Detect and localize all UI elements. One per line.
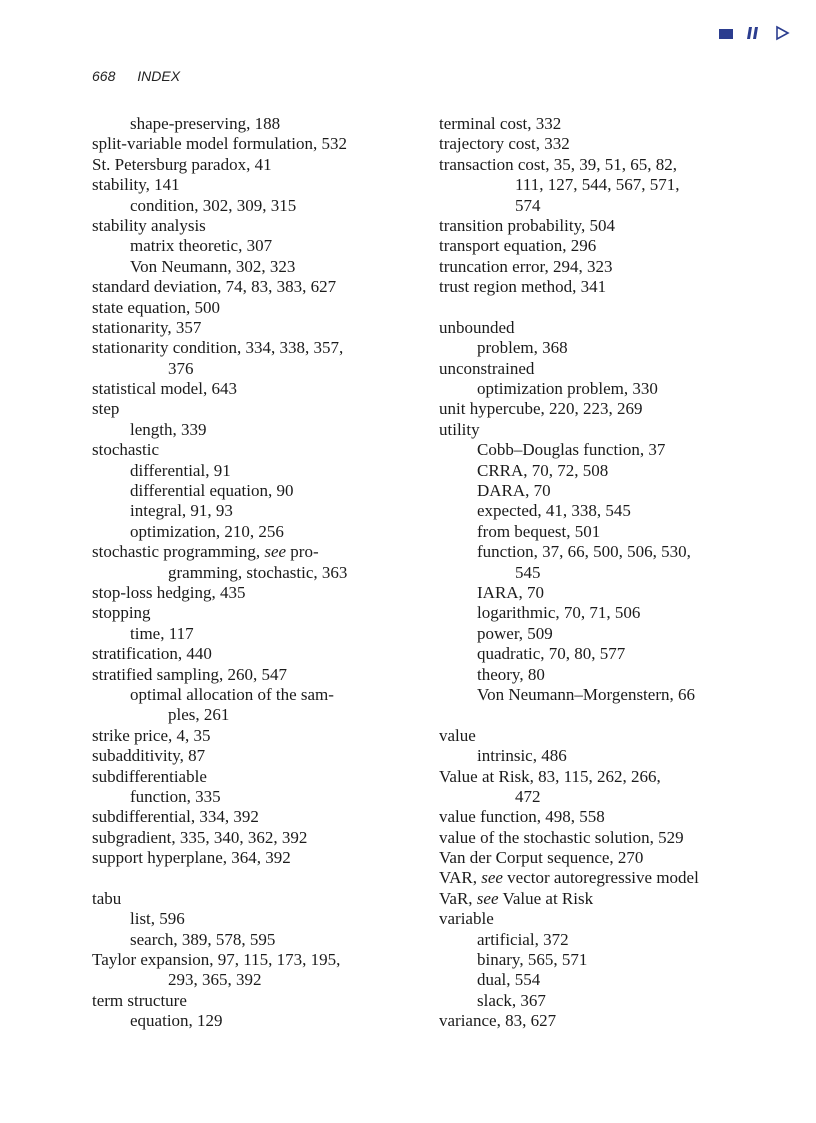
index-subentry: logarithmic, 70, 71, 506 [477,603,641,623]
index-subentry: integral, 91, 93 [130,501,233,521]
index-entry: value function, 498, 558 [439,807,605,827]
index-entry: stationarity, 357 [92,317,202,337]
index-subentry: from bequest, 501 [477,521,601,541]
index-gap [92,868,412,888]
index-subentry: binary, 565, 571 [477,950,588,970]
index-entry: value of the stochastic solution, 529 [439,827,684,847]
index-gap [439,298,774,318]
pause-icon[interactable] [746,24,760,46]
index-entry: strike price, 4, 35 [92,725,211,745]
index-entry: state equation, 500 [92,297,220,317]
index-entry: unconstrained [439,358,535,378]
section-title: INDEX [137,68,181,84]
index-entry: Value at Risk, 83, 115, 262, 266, [439,766,661,786]
index-entry: standard deviation, 74, 83, 383, 627 [92,277,337,297]
index-subentry: 293, 365, 392 [168,970,262,990]
index-subentry: Von Neumann, 302, 323 [130,256,296,276]
index-subentry: optimization, 210, 256 [130,521,284,541]
index-subentry: dual, 554 [477,970,541,990]
index-entry: transaction cost, 35, 39, 51, 65, 82, [439,154,677,174]
index-subentry: 574 [515,195,541,215]
index-subentry: condition, 302, 309, 315 [130,195,297,215]
index-subentry: 545 [515,562,541,582]
index-subentry: function, 37, 66, 500, 506, 530, [477,542,691,562]
index-entry: stationarity condition, 334, 338, 357, [92,338,344,358]
index-subentry: ples, 261 [168,705,230,725]
index-entry: variance, 83, 627 [439,1011,557,1031]
index-subentry: theory, 80 [477,664,545,684]
index-subentry: equation, 129 [130,1011,223,1031]
index-subentry: DARA, 70 [477,481,551,501]
index-entry: subgradient, 335, 340, 362, 392 [92,827,308,847]
index-subentry: quadratic, 70, 80, 577 [477,644,626,664]
index-subentry: differential, 91 [130,460,231,480]
index-subentry: optimization problem, 330 [477,379,658,399]
index-entry: statistical model, 643 [92,379,237,399]
index-entry: trust region method, 341 [439,277,607,297]
index-entry: step [92,399,120,419]
index-subentry: expected, 41, 338, 545 [477,501,631,521]
index-entry: variable [439,909,494,929]
index-entry: trajectory cost, 332 [439,134,570,154]
index-entry: transport equation, 296 [439,236,597,256]
index-entry: split-variable model formulation, 532 [92,134,347,154]
index-subentry: artificial, 372 [477,929,569,949]
index-entry: term structure [92,990,187,1010]
index-entry: stochastic programming, see pro- [92,542,319,562]
index-entry: utility [439,419,480,439]
index-entry: subdifferential, 334, 392 [92,807,259,827]
index-subentry: CRRA, 70, 72, 508 [477,460,609,480]
index-subentry: Cobb–Douglas function, 37 [477,440,666,460]
index-entry: stochastic [92,440,160,460]
play-icon[interactable] [774,24,790,46]
stop-icon[interactable] [718,24,734,46]
index-subentry: shape-preserving, 188 [130,114,281,133]
index-subentry: function, 335 [130,786,221,806]
index-subentry: Von Neumann–Morgenstern, 66 [477,684,695,704]
index-subentry: length, 339 [130,419,207,439]
index-entry: value [439,725,476,745]
index-entry: subdifferentiable [92,766,207,786]
index-entry: transition probability, 504 [439,215,615,235]
index-subentry: IARA, 70 [477,582,545,602]
index-gap [439,705,774,725]
index-entry: support hyperplane, 364, 392 [92,848,291,868]
page-number: 668 [92,68,116,84]
index-entry: unbounded [439,317,515,337]
index-subentry: differential equation, 90 [130,481,294,501]
index-subentry: 111, 127, 544, 567, 571, [515,175,680,195]
index-entry: VAR, see vector autoregressive model [439,868,699,888]
index-subentry: power, 509 [477,623,553,643]
index-subentry: time, 117 [130,623,194,643]
index-subentry: matrix theoretic, 307 [130,236,273,256]
index-entry: VaR, see Value at Risk [439,888,594,908]
index-column-left [92,114,412,1032]
index-column-right [439,114,774,1032]
index-entry: stability analysis [92,215,206,235]
index-subentry: 472 [515,786,541,806]
index-subentry: problem, 368 [477,338,568,358]
index-entry: unit hypercube, 220, 223, 269 [439,399,643,419]
index-subentry: search, 389, 578, 595 [130,929,276,949]
index-entry: stopping [92,603,151,623]
index-entry: stability, 141 [92,175,180,195]
index-subentry: optimal allocation of the sam- [130,684,334,704]
index-entry: terminal cost, 332 [439,114,562,133]
index-subentry: gramming, stochastic, 363 [168,562,348,582]
index-entry: subadditivity, 87 [92,746,206,766]
page-header [92,68,180,84]
index-entry: truncation error, 294, 323 [439,256,613,276]
index-subentry: 376 [168,358,194,378]
index-entry: stop-loss hedging, 435 [92,582,246,602]
index-entry: St. Petersburg paradox, 41 [92,154,272,174]
index-entry: Van der Corput sequence, 270 [439,848,644,868]
index-entry: stratified sampling, 260, 547 [92,664,288,684]
playback-toolbar [718,24,792,42]
index-subentry: slack, 367 [477,990,546,1010]
index-entry: tabu [92,888,122,908]
index-subentry: intrinsic, 486 [477,746,567,766]
index-subentry: list, 596 [130,909,185,929]
index-entry: stratification, 440 [92,644,212,664]
index-entry: Taylor expansion, 97, 115, 173, 195, [92,950,341,970]
